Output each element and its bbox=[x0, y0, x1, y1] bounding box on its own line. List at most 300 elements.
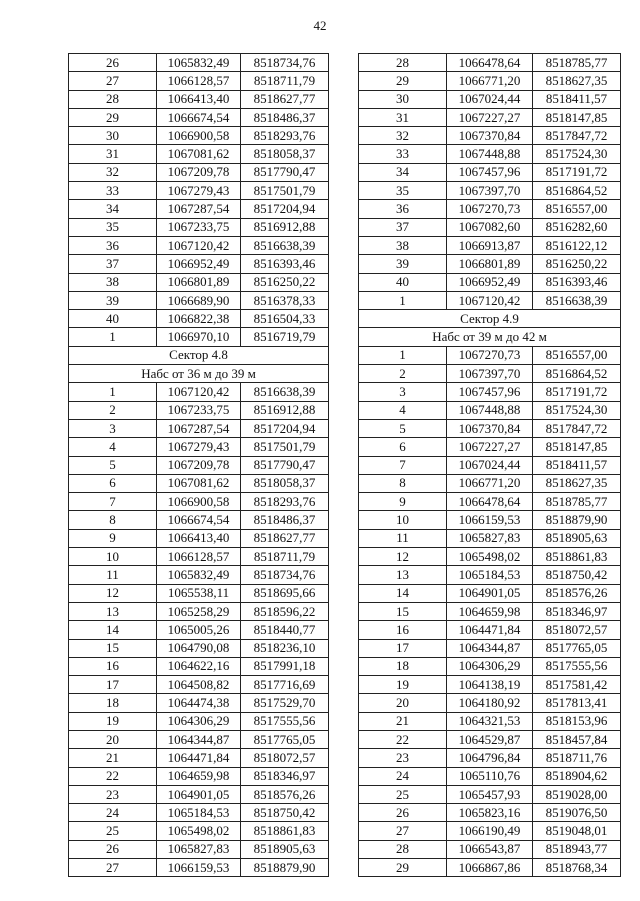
point-number-cell: 20 bbox=[359, 694, 447, 712]
point-number-cell: 35 bbox=[69, 218, 157, 236]
table-row bbox=[359, 383, 621, 401]
table-row bbox=[69, 529, 329, 547]
y-coordinate-cell: 8518147,85 bbox=[533, 108, 621, 126]
table-row bbox=[359, 712, 621, 730]
table-row bbox=[359, 529, 621, 547]
y-coordinate-cell: 8517555,56 bbox=[533, 657, 621, 675]
point-number-cell: 8 bbox=[359, 474, 447, 492]
y-coordinate-cell: 8517555,56 bbox=[241, 712, 329, 730]
table-row bbox=[359, 822, 621, 840]
table-row bbox=[359, 273, 621, 291]
table-row bbox=[359, 438, 621, 456]
x-coordinate-cell: 1066900,58 bbox=[157, 127, 241, 145]
y-coordinate-cell: 8518768,34 bbox=[533, 859, 621, 877]
table-row bbox=[69, 163, 329, 181]
y-coordinate-cell: 8518486,37 bbox=[241, 108, 329, 126]
x-coordinate-cell: 1065184,53 bbox=[447, 566, 533, 584]
table-row bbox=[69, 840, 329, 858]
point-number-cell: 38 bbox=[69, 273, 157, 291]
y-coordinate-cell: 8518905,63 bbox=[241, 840, 329, 858]
x-coordinate-cell: 1066478,64 bbox=[447, 54, 533, 72]
x-coordinate-cell: 1064344,87 bbox=[157, 730, 241, 748]
table-row bbox=[359, 365, 621, 383]
table-row bbox=[359, 255, 621, 273]
point-number-cell: 5 bbox=[69, 456, 157, 474]
table-row bbox=[69, 712, 329, 730]
table-row bbox=[69, 859, 329, 877]
table-row bbox=[69, 621, 329, 639]
y-coordinate-cell: 8517765,05 bbox=[533, 639, 621, 657]
table-row bbox=[69, 602, 329, 620]
point-number-cell: 6 bbox=[359, 438, 447, 456]
x-coordinate-cell: 1064471,84 bbox=[157, 749, 241, 767]
y-coordinate-cell: 8518695,66 bbox=[241, 584, 329, 602]
y-coordinate-cell: 8518734,76 bbox=[241, 54, 329, 72]
y-coordinate-cell: 8519028,00 bbox=[533, 785, 621, 803]
x-coordinate-cell: 1065827,83 bbox=[447, 529, 533, 547]
point-number-cell: 25 bbox=[69, 822, 157, 840]
table-row bbox=[69, 438, 329, 456]
x-coordinate-cell: 1067081,62 bbox=[157, 145, 241, 163]
x-coordinate-cell: 1066952,49 bbox=[157, 255, 241, 273]
point-number-cell: 15 bbox=[69, 639, 157, 657]
point-number-cell: 26 bbox=[69, 840, 157, 858]
table-row bbox=[69, 273, 329, 291]
sector-heading-row bbox=[69, 346, 329, 364]
y-coordinate-cell: 8519048,01 bbox=[533, 822, 621, 840]
point-number-cell: 38 bbox=[359, 236, 447, 254]
y-coordinate-cell: 8518457,84 bbox=[533, 730, 621, 748]
table-row bbox=[69, 108, 329, 126]
table-row bbox=[69, 566, 329, 584]
point-number-cell: 36 bbox=[359, 200, 447, 218]
y-coordinate-cell: 8518072,57 bbox=[241, 749, 329, 767]
table-row bbox=[359, 548, 621, 566]
point-number-cell: 21 bbox=[69, 749, 157, 767]
point-number-cell: 37 bbox=[69, 255, 157, 273]
point-number-cell: 34 bbox=[359, 163, 447, 181]
x-coordinate-cell: 1066190,49 bbox=[447, 822, 533, 840]
point-number-cell: 28 bbox=[359, 54, 447, 72]
point-number-cell: 28 bbox=[359, 840, 447, 858]
point-number-cell: 31 bbox=[69, 145, 157, 163]
table-row bbox=[359, 730, 621, 748]
point-number-cell: 29 bbox=[359, 72, 447, 90]
point-number-cell: 26 bbox=[69, 54, 157, 72]
x-coordinate-cell: 1065258,29 bbox=[157, 602, 241, 620]
x-coordinate-cell: 1065832,49 bbox=[157, 566, 241, 584]
x-coordinate-cell: 1067370,84 bbox=[447, 127, 533, 145]
point-number-cell: 40 bbox=[69, 310, 157, 328]
table-row bbox=[359, 676, 621, 694]
x-coordinate-cell: 1067082,60 bbox=[447, 218, 533, 236]
table-row bbox=[359, 767, 621, 785]
table-row bbox=[69, 804, 329, 822]
x-coordinate-cell: 1064471,84 bbox=[447, 621, 533, 639]
sector-heading-row bbox=[359, 328, 621, 346]
point-number-cell: 36 bbox=[69, 236, 157, 254]
point-number-cell: 7 bbox=[359, 456, 447, 474]
y-coordinate-cell: 8517716,69 bbox=[241, 676, 329, 694]
x-coordinate-cell: 1064474,38 bbox=[157, 694, 241, 712]
y-coordinate-cell: 8518905,63 bbox=[533, 529, 621, 547]
table-row bbox=[69, 401, 329, 419]
table-row bbox=[69, 145, 329, 163]
y-coordinate-cell: 8518711,76 bbox=[533, 749, 621, 767]
x-coordinate-cell: 1066543,87 bbox=[447, 840, 533, 858]
x-coordinate-cell: 1065110,76 bbox=[447, 767, 533, 785]
table-row bbox=[69, 749, 329, 767]
y-coordinate-cell: 8516912,88 bbox=[241, 218, 329, 236]
table-row bbox=[359, 785, 621, 803]
point-number-cell: 16 bbox=[359, 621, 447, 639]
table-row bbox=[69, 676, 329, 694]
point-number-cell: 1 bbox=[359, 291, 447, 309]
x-coordinate-cell: 1064321,53 bbox=[447, 712, 533, 730]
table-row bbox=[359, 493, 621, 511]
x-coordinate-cell: 1066689,90 bbox=[157, 291, 241, 309]
point-number-cell: 26 bbox=[359, 804, 447, 822]
point-number-cell: 27 bbox=[69, 72, 157, 90]
x-coordinate-cell: 1067397,70 bbox=[447, 365, 533, 383]
y-coordinate-cell: 8518879,90 bbox=[241, 859, 329, 877]
y-coordinate-cell: 8517813,41 bbox=[533, 694, 621, 712]
y-coordinate-cell: 8518627,77 bbox=[241, 529, 329, 547]
table-row bbox=[69, 511, 329, 529]
y-coordinate-cell: 8518236,10 bbox=[241, 639, 329, 657]
point-number-cell: 22 bbox=[359, 730, 447, 748]
point-number-cell: 14 bbox=[359, 584, 447, 602]
table-row bbox=[359, 657, 621, 675]
x-coordinate-cell: 1067024,44 bbox=[447, 456, 533, 474]
point-number-cell: 37 bbox=[359, 218, 447, 236]
table-row bbox=[359, 804, 621, 822]
table-row bbox=[69, 90, 329, 108]
x-coordinate-cell: 1067448,88 bbox=[447, 401, 533, 419]
y-coordinate-cell: 8517529,70 bbox=[241, 694, 329, 712]
y-coordinate-cell: 8517204,94 bbox=[241, 419, 329, 437]
table-row bbox=[69, 822, 329, 840]
x-coordinate-cell: 1066952,49 bbox=[447, 273, 533, 291]
point-number-cell: 10 bbox=[359, 511, 447, 529]
point-number-cell: 39 bbox=[69, 291, 157, 309]
point-number-cell: 19 bbox=[359, 676, 447, 694]
x-coordinate-cell: 1064659,98 bbox=[447, 602, 533, 620]
point-number-cell: 24 bbox=[359, 767, 447, 785]
table-row bbox=[359, 291, 621, 309]
table-row bbox=[359, 639, 621, 657]
table-row bbox=[359, 694, 621, 712]
table-row bbox=[69, 200, 329, 218]
x-coordinate-cell: 1066801,89 bbox=[447, 255, 533, 273]
point-number-cell: 21 bbox=[359, 712, 447, 730]
x-coordinate-cell: 1066771,20 bbox=[447, 72, 533, 90]
y-coordinate-cell: 8518861,83 bbox=[533, 548, 621, 566]
point-number-cell: 15 bbox=[359, 602, 447, 620]
table-row bbox=[69, 328, 329, 346]
x-coordinate-cell: 1067120,42 bbox=[157, 236, 241, 254]
y-coordinate-cell: 8518861,83 bbox=[241, 822, 329, 840]
table-row bbox=[359, 840, 621, 858]
table-row bbox=[359, 108, 621, 126]
table-row bbox=[69, 236, 329, 254]
y-coordinate-cell: 8518293,76 bbox=[241, 493, 329, 511]
point-number-cell: 13 bbox=[69, 602, 157, 620]
y-coordinate-cell: 8518879,90 bbox=[533, 511, 621, 529]
table-row bbox=[359, 200, 621, 218]
x-coordinate-cell: 1067448,88 bbox=[447, 145, 533, 163]
y-coordinate-cell: 8517191,72 bbox=[533, 163, 621, 181]
y-coordinate-cell: 8516557,00 bbox=[533, 346, 621, 364]
x-coordinate-cell: 1067120,42 bbox=[447, 291, 533, 309]
table-row bbox=[69, 584, 329, 602]
x-coordinate-cell: 1065005,26 bbox=[157, 621, 241, 639]
x-coordinate-cell: 1066159,53 bbox=[447, 511, 533, 529]
y-coordinate-cell: 8518440,77 bbox=[241, 621, 329, 639]
point-number-cell: 29 bbox=[359, 859, 447, 877]
y-coordinate-cell: 8518734,76 bbox=[241, 566, 329, 584]
y-coordinate-cell: 8516638,39 bbox=[533, 291, 621, 309]
x-coordinate-cell: 1067081,62 bbox=[157, 474, 241, 492]
x-coordinate-cell: 1066822,38 bbox=[157, 310, 241, 328]
point-number-cell: 10 bbox=[69, 548, 157, 566]
x-coordinate-cell: 1064180,92 bbox=[447, 694, 533, 712]
point-number-cell: 33 bbox=[359, 145, 447, 163]
point-number-cell: 12 bbox=[359, 548, 447, 566]
sector-heading: Сектор 4.9 bbox=[359, 310, 621, 328]
y-coordinate-cell: 8518486,37 bbox=[241, 511, 329, 529]
point-number-cell: 25 bbox=[359, 785, 447, 803]
table-row bbox=[69, 419, 329, 437]
y-coordinate-cell: 8516912,88 bbox=[241, 401, 329, 419]
x-coordinate-cell: 1067024,44 bbox=[447, 90, 533, 108]
table-row bbox=[359, 346, 621, 364]
x-coordinate-cell: 1065457,93 bbox=[447, 785, 533, 803]
point-number-cell: 32 bbox=[359, 127, 447, 145]
y-coordinate-cell: 8518785,77 bbox=[533, 493, 621, 511]
y-coordinate-cell: 8517581,42 bbox=[533, 676, 621, 694]
y-coordinate-cell: 8516393,46 bbox=[241, 255, 329, 273]
point-number-cell: 1 bbox=[359, 346, 447, 364]
sector-heading-row bbox=[359, 310, 621, 328]
x-coordinate-cell: 1067227,27 bbox=[447, 438, 533, 456]
y-coordinate-cell: 8518147,85 bbox=[533, 438, 621, 456]
point-number-cell: 18 bbox=[69, 694, 157, 712]
y-coordinate-cell: 8516122,12 bbox=[533, 236, 621, 254]
y-coordinate-cell: 8517790,47 bbox=[241, 456, 329, 474]
point-number-cell: 22 bbox=[69, 767, 157, 785]
y-coordinate-cell: 8518576,26 bbox=[241, 785, 329, 803]
sector-heading: Сектор 4.8 bbox=[69, 346, 329, 364]
table-row bbox=[69, 657, 329, 675]
y-coordinate-cell: 8516378,33 bbox=[241, 291, 329, 309]
x-coordinate-cell: 1066900,58 bbox=[157, 493, 241, 511]
table-row bbox=[359, 584, 621, 602]
point-number-cell: 19 bbox=[69, 712, 157, 730]
point-number-cell: 30 bbox=[69, 127, 157, 145]
x-coordinate-cell: 1064344,87 bbox=[447, 639, 533, 657]
point-number-cell: 18 bbox=[359, 657, 447, 675]
point-number-cell: 11 bbox=[359, 529, 447, 547]
table-row bbox=[69, 310, 329, 328]
x-coordinate-cell: 1066413,40 bbox=[157, 529, 241, 547]
point-number-cell: 9 bbox=[359, 493, 447, 511]
y-coordinate-cell: 8516719,79 bbox=[241, 328, 329, 346]
point-number-cell: 32 bbox=[69, 163, 157, 181]
x-coordinate-cell: 1064508,82 bbox=[157, 676, 241, 694]
x-coordinate-cell: 1064622,16 bbox=[157, 657, 241, 675]
x-coordinate-cell: 1066413,40 bbox=[157, 90, 241, 108]
point-number-cell: 24 bbox=[69, 804, 157, 822]
point-number-cell: 3 bbox=[69, 419, 157, 437]
x-coordinate-cell: 1066674,54 bbox=[157, 511, 241, 529]
y-coordinate-cell: 8516864,52 bbox=[533, 365, 621, 383]
table-row bbox=[359, 54, 621, 72]
point-number-cell: 29 bbox=[69, 108, 157, 126]
x-coordinate-cell: 1067279,43 bbox=[157, 182, 241, 200]
y-coordinate-cell: 8518576,26 bbox=[533, 584, 621, 602]
x-coordinate-cell: 1067287,54 bbox=[157, 419, 241, 437]
y-coordinate-cell: 8516250,22 bbox=[533, 255, 621, 273]
point-number-cell: 23 bbox=[69, 785, 157, 803]
point-number-cell: 17 bbox=[359, 639, 447, 657]
table-row bbox=[69, 493, 329, 511]
x-coordinate-cell: 1064306,29 bbox=[447, 657, 533, 675]
x-coordinate-cell: 1066801,89 bbox=[157, 273, 241, 291]
point-number-cell: 27 bbox=[69, 859, 157, 877]
coordinates-table-right bbox=[358, 53, 621, 877]
point-number-cell: 23 bbox=[359, 749, 447, 767]
y-coordinate-cell: 8517524,30 bbox=[533, 145, 621, 163]
point-number-cell: 17 bbox=[69, 676, 157, 694]
y-coordinate-cell: 8516638,39 bbox=[241, 383, 329, 401]
point-number-cell: 11 bbox=[69, 566, 157, 584]
table-row bbox=[359, 401, 621, 419]
point-number-cell: 30 bbox=[359, 90, 447, 108]
point-number-cell: 4 bbox=[69, 438, 157, 456]
x-coordinate-cell: 1065827,83 bbox=[157, 840, 241, 858]
point-number-cell: 33 bbox=[69, 182, 157, 200]
table-row bbox=[69, 730, 329, 748]
point-number-cell: 7 bbox=[69, 493, 157, 511]
y-coordinate-cell: 8516557,00 bbox=[533, 200, 621, 218]
x-coordinate-cell: 1064306,29 bbox=[157, 712, 241, 730]
table-row bbox=[69, 548, 329, 566]
page-number: 42 bbox=[313, 18, 327, 33]
coordinates-table-left bbox=[68, 53, 329, 877]
y-coordinate-cell: 8517191,72 bbox=[533, 383, 621, 401]
x-coordinate-cell: 1064659,98 bbox=[157, 767, 241, 785]
sector-heading-row bbox=[69, 365, 329, 383]
table-row bbox=[69, 767, 329, 785]
table-row bbox=[359, 163, 621, 181]
x-coordinate-cell: 1067270,73 bbox=[447, 346, 533, 364]
point-number-cell: 1 bbox=[69, 328, 157, 346]
point-number-cell: 40 bbox=[359, 273, 447, 291]
y-coordinate-cell: 8517501,79 bbox=[241, 438, 329, 456]
point-number-cell: 20 bbox=[69, 730, 157, 748]
x-coordinate-cell: 1066867,86 bbox=[447, 859, 533, 877]
table-row bbox=[69, 456, 329, 474]
table-row bbox=[359, 236, 621, 254]
x-coordinate-cell: 1067270,73 bbox=[447, 200, 533, 218]
x-coordinate-cell: 1065538,11 bbox=[157, 584, 241, 602]
x-coordinate-cell: 1064138,19 bbox=[447, 676, 533, 694]
point-number-cell: 6 bbox=[69, 474, 157, 492]
table-row bbox=[359, 456, 621, 474]
point-number-cell: 8 bbox=[69, 511, 157, 529]
y-coordinate-cell: 8518153,96 bbox=[533, 712, 621, 730]
y-coordinate-cell: 8518293,76 bbox=[241, 127, 329, 145]
x-coordinate-cell: 1066771,20 bbox=[447, 474, 533, 492]
x-coordinate-cell: 1065184,53 bbox=[157, 804, 241, 822]
table-row bbox=[69, 383, 329, 401]
x-coordinate-cell: 1064796,84 bbox=[447, 749, 533, 767]
x-coordinate-cell: 1065823,16 bbox=[447, 804, 533, 822]
y-coordinate-cell: 8518627,35 bbox=[533, 72, 621, 90]
y-coordinate-cell: 8517847,72 bbox=[533, 419, 621, 437]
table-row bbox=[69, 291, 329, 309]
point-number-cell: 27 bbox=[359, 822, 447, 840]
y-coordinate-cell: 8518627,35 bbox=[533, 474, 621, 492]
y-coordinate-cell: 8518750,42 bbox=[241, 804, 329, 822]
x-coordinate-cell: 1067120,42 bbox=[157, 383, 241, 401]
x-coordinate-cell: 1065498,02 bbox=[447, 548, 533, 566]
x-coordinate-cell: 1066128,57 bbox=[157, 548, 241, 566]
table-row bbox=[69, 54, 329, 72]
y-coordinate-cell: 8518058,37 bbox=[241, 145, 329, 163]
x-coordinate-cell: 1067209,78 bbox=[157, 163, 241, 181]
point-number-cell: 2 bbox=[359, 365, 447, 383]
sector-heading: Набс от 36 м до 39 м bbox=[69, 365, 329, 383]
x-coordinate-cell: 1066478,64 bbox=[447, 493, 533, 511]
y-coordinate-cell: 8518346,97 bbox=[241, 767, 329, 785]
x-coordinate-cell: 1067287,54 bbox=[157, 200, 241, 218]
y-coordinate-cell: 8516393,46 bbox=[533, 273, 621, 291]
point-number-cell: 34 bbox=[69, 200, 157, 218]
point-number-cell: 3 bbox=[359, 383, 447, 401]
table-row bbox=[359, 72, 621, 90]
y-coordinate-cell: 8518711,79 bbox=[241, 548, 329, 566]
x-coordinate-cell: 1067370,84 bbox=[447, 419, 533, 437]
y-coordinate-cell: 8516282,60 bbox=[533, 218, 621, 236]
x-coordinate-cell: 1065832,49 bbox=[157, 54, 241, 72]
table-row bbox=[359, 859, 621, 877]
y-coordinate-cell: 8518711,79 bbox=[241, 72, 329, 90]
x-coordinate-cell: 1064529,87 bbox=[447, 730, 533, 748]
sector-heading: Набс от 39 м до 42 м bbox=[359, 328, 621, 346]
point-number-cell: 14 bbox=[69, 621, 157, 639]
point-number-cell: 39 bbox=[359, 255, 447, 273]
table-row bbox=[69, 182, 329, 200]
point-number-cell: 2 bbox=[69, 401, 157, 419]
table-row bbox=[69, 72, 329, 90]
table-row bbox=[359, 182, 621, 200]
x-coordinate-cell: 1067233,75 bbox=[157, 218, 241, 236]
y-coordinate-cell: 8518943,77 bbox=[533, 840, 621, 858]
x-coordinate-cell: 1067457,96 bbox=[447, 383, 533, 401]
point-number-cell: 9 bbox=[69, 529, 157, 547]
x-coordinate-cell: 1066128,57 bbox=[157, 72, 241, 90]
table-row bbox=[359, 90, 621, 108]
point-number-cell: 28 bbox=[69, 90, 157, 108]
y-coordinate-cell: 8518596,22 bbox=[241, 602, 329, 620]
x-coordinate-cell: 1067457,96 bbox=[447, 163, 533, 181]
table-row bbox=[69, 255, 329, 273]
y-coordinate-cell: 8518072,57 bbox=[533, 621, 621, 639]
y-coordinate-cell: 8518058,37 bbox=[241, 474, 329, 492]
table-row bbox=[359, 145, 621, 163]
